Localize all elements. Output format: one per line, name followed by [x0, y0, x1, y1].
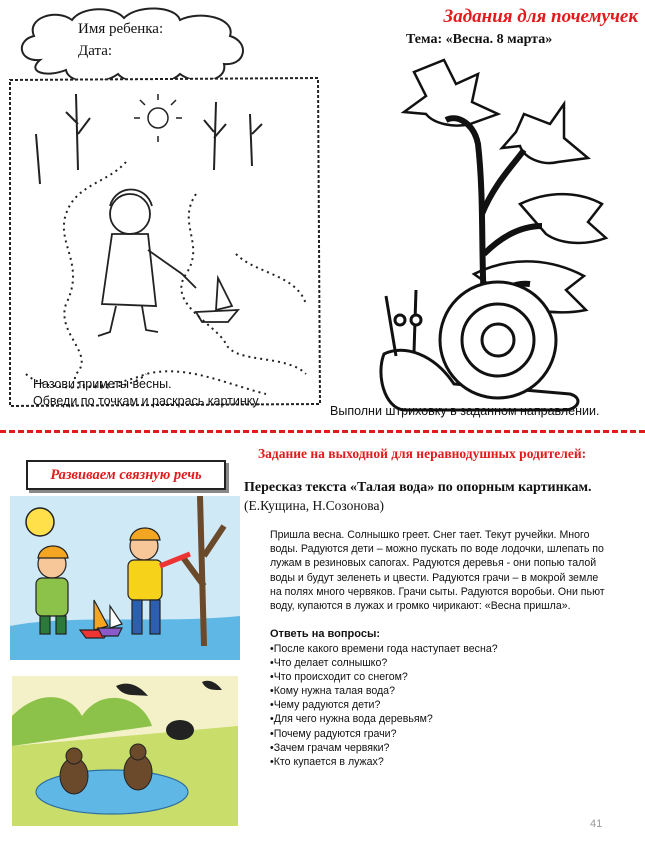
- weekend-task-title: Задание на выходной для неравнодушных родителей:: [258, 446, 587, 461]
- questions-title: Ответь на вопросы:: [270, 628, 381, 640]
- child-name-label: Имя ребенка:: [78, 21, 164, 37]
- tracing-picture: [6, 74, 322, 410]
- retell-authors: (Е.Кущина, Н.Созонова): [244, 498, 384, 513]
- hatching-instruction: Выполни штриховку в заданном направлении.: [330, 404, 600, 418]
- story-picture-kids: [10, 496, 240, 660]
- tracing-instruction-1: Назови приметы весны.: [33, 377, 172, 391]
- section-divider: [0, 430, 645, 433]
- tracing-instructions: [33, 376, 261, 410]
- page-title: Задания для почемучек: [443, 6, 638, 27]
- question-item: •Что происходит со снегом?: [270, 671, 408, 684]
- page-number: 41: [590, 818, 603, 830]
- speech-development-badge: Развиваем связную речь: [26, 460, 226, 490]
- tracing-instruction-2: Обведи по точкам и раскрась картинку.: [33, 394, 261, 408]
- name-date-fields: [78, 18, 163, 62]
- question-item: •Чему радуются дети?: [270, 699, 381, 712]
- question-item: •Что делает солнышко?: [270, 657, 388, 670]
- story-picture-birds: [12, 676, 238, 826]
- retell-title: Пересказ текста «Талая вода» по опорным картинкам.: [244, 480, 592, 495]
- question-item: •Кто купается в лужах?: [270, 755, 384, 768]
- question-item: •Кому нужна талая вода?: [270, 685, 395, 698]
- questions-list: [270, 642, 498, 769]
- theme-label: Тема: «Весна. 8 марта»: [406, 32, 553, 47]
- story-text: Пришла весна. Солнышко греет. Снег тает. Текут ручейки. Много воды. Радуются дети – можно пускать по воде лодочки, шлепать по лужам в резиновых сапогах. Радуются деревья - они попью талой воды и будут зеленеть и цвести. Радуются грачи – в мокрой земле на полях много червяков. Грачи сыты. Радуются воробьи. Они пьют воду, купаются в лужах и громко чирикают: «Весна пришла».: [270, 529, 605, 613]
- question-item: •После какого времени года наступает весна?: [270, 643, 498, 655]
- question-item: •Зачем грачам червяки?: [270, 741, 390, 754]
- flower-snail-picture: [374, 54, 624, 414]
- question-item: •Почему радуются грачи?: [270, 727, 397, 740]
- date-label: Дата:: [78, 43, 113, 59]
- question-item: •Для чего нужна вода деревьям?: [270, 713, 433, 726]
